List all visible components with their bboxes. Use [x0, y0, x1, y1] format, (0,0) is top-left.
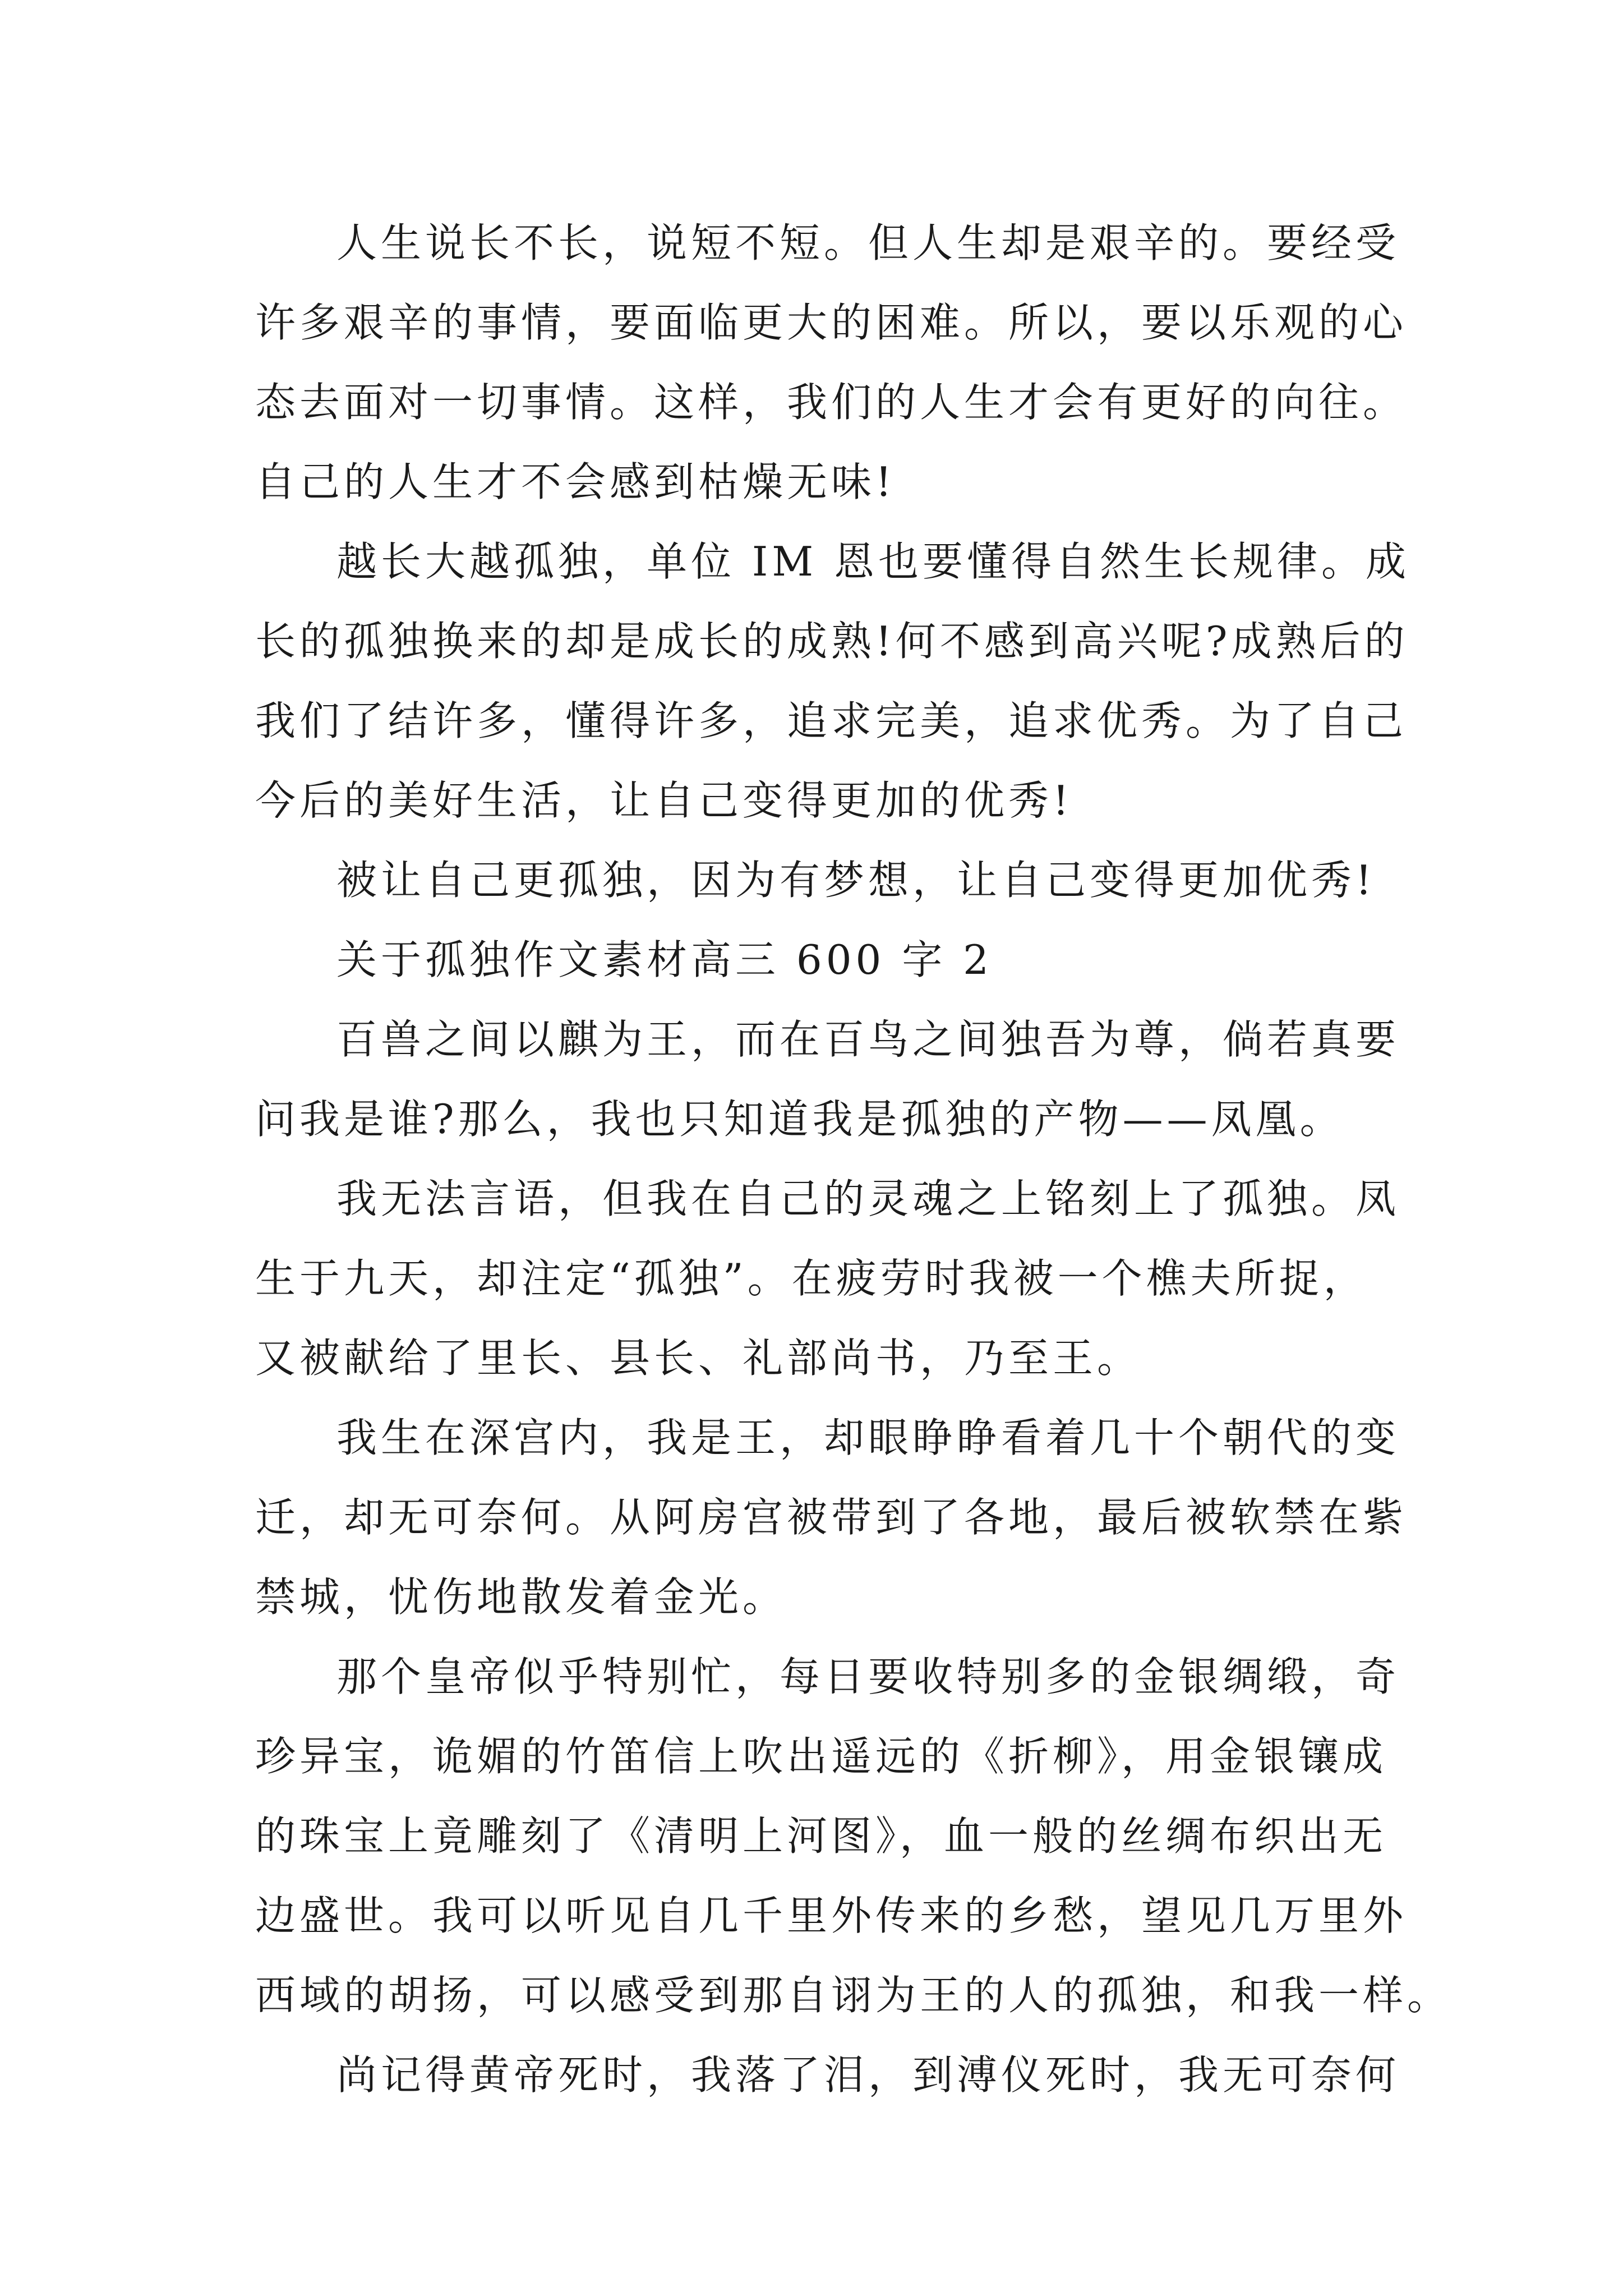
text-line: 问我是谁?那么，我也只知道我是孤独的产物——凤凰。 [255, 1096, 1344, 1143]
text-line: 我无法言语，但我在自己的灵魂之上铭刻上了孤独。凤 [336, 1175, 1400, 1222]
text-line: 生于九天，却注定“孤独”。在疲劳时我被一个樵夫所捉， [255, 1255, 1368, 1302]
text-line: 被让自己更孤独，因为有梦想，让自己变得更加优秀! [336, 857, 1376, 904]
text-line: 态去面对一切事情。这样，我们的人生才会有更好的向往。 [255, 379, 1408, 426]
text-line: 长的孤独换来的却是成长的成熟!何不感到高兴呢?成熟后的 [255, 618, 1409, 665]
text-line: 那个皇帝似乎特别忙，每日要收特别多的金银绸缎，奇 [336, 1653, 1400, 1700]
text-line: 百兽之间以麒为王，而在百鸟之间独吾为尊，倘若真要 [336, 1016, 1400, 1063]
text-line: 今后的美好生活，让自己变得更加的优秀! [255, 777, 1073, 824]
text-line: 边盛世。我可以听见自几千里外传来的乡愁，望见几万里外 [255, 1892, 1408, 1939]
section-heading: 关于孤独作文素材高三 600 字 2 [336, 936, 993, 983]
text-line: 自己的人生才不会感到枯燥无味! [255, 458, 896, 505]
text-line: 又被献给了里长、县长、礼部尚书，乃至王。 [255, 1335, 1142, 1382]
text-line: 人生说长不长，说短不短。但人生却是艰辛的。要经受 [336, 219, 1400, 266]
text-line: 越长大越孤独，单位 IM 恩也要懂得自然生长规律。成 [336, 538, 1410, 585]
text-line: 迁，却无可奈何。从阿房宫被带到了各地，最后被软禁在紫 [255, 1494, 1408, 1541]
text-line: 我生在深宫内，我是王，却眼睁睁看着几十个朝代的变 [336, 1414, 1400, 1461]
text-line: 我们了结许多，懂得许多，追求完美，追求优秀。为了自己 [255, 697, 1408, 744]
text-line: 的珠宝上竟雕刻了《清明上河图》，血一般的丝绸布织出无 [255, 1812, 1387, 1860]
text-line: 许多艰辛的事情，要面临更大的困难。所以，要以乐观的心 [255, 299, 1408, 346]
text-line: 西域的胡扬，可以感受到那自诩为王的人的孤独，和我一样。 [255, 1972, 1452, 2019]
text-line: 禁城，忧伤地散发着金光。 [255, 1573, 787, 1621]
text-line: 尚记得黄帝死时，我落了泪，到溥仪死时，我无可奈何 [336, 2051, 1400, 2099]
text-line: 珍异宝，诡媚的竹笛信上吹出遥远的《折柳》，用金银镶成 [255, 1733, 1387, 1780]
